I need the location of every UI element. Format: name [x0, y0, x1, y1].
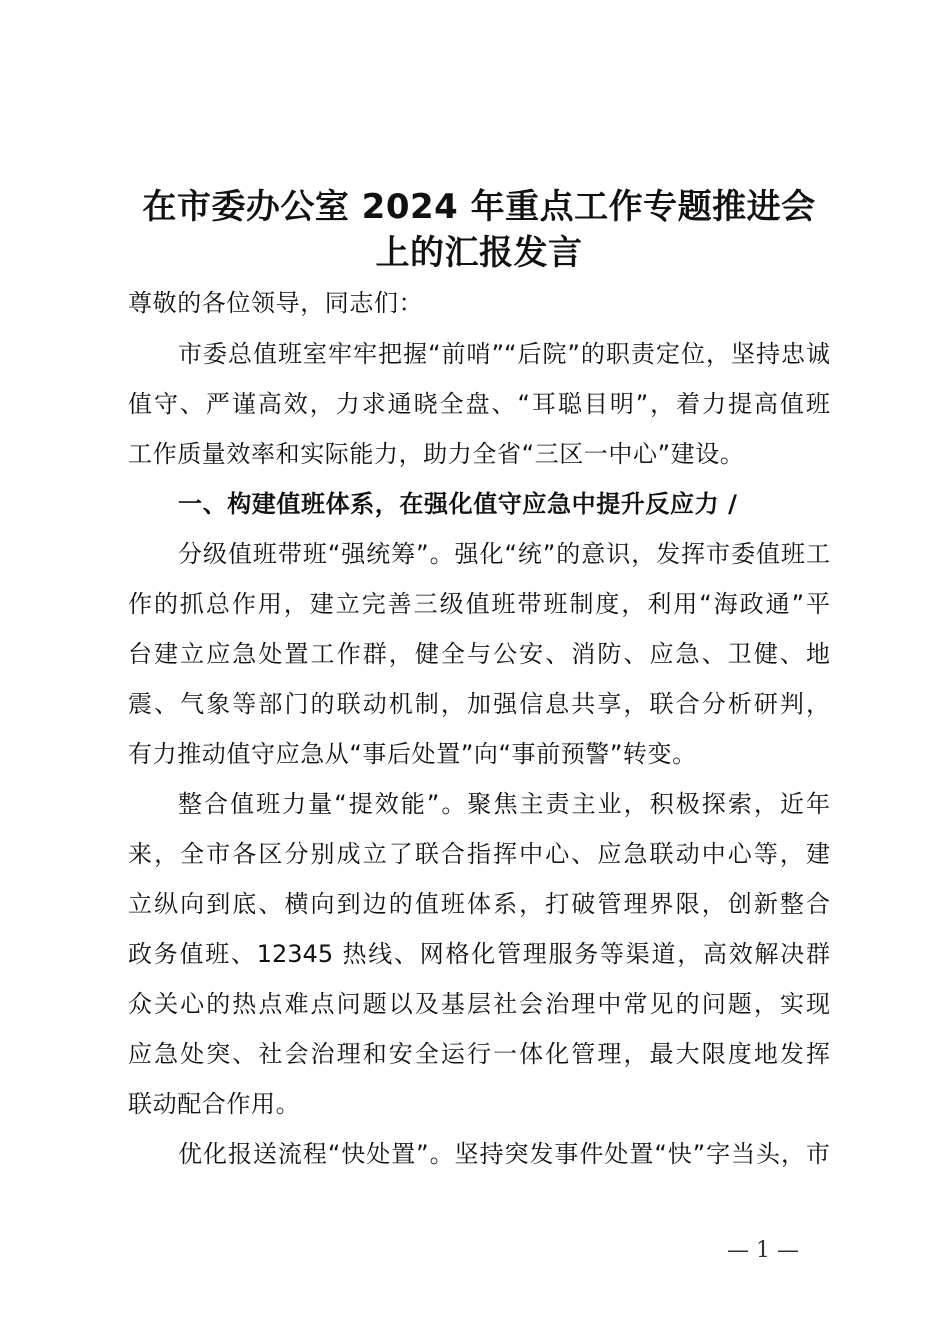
intro-line-3: 工作质量效率和实际能力，助力全省“三区一中心”建设。 [128, 440, 745, 468]
para2-line-5: 众关心的热点难点问题以及基层社会治理中常见的问题，实现 [128, 990, 830, 1018]
section-heading: 一、构建值班体系，在强化值守应急中提升反应力 / [178, 490, 738, 518]
para2-line-1: 整合值班力量“提效能”。聚焦主责主业，积极探索，近年 [178, 790, 830, 818]
para2-line-3: 立纵向到底、横向到边的值班体系，打破管理界限，创新整合 [128, 890, 830, 918]
document-title-line-2: 上的汇报发言 [375, 233, 583, 273]
intro-line-2: 值守、严谨高效，力求通晓全盘、“耳聪目明”，着力提高值班 [128, 390, 830, 418]
para2-line-6: 应急处突、社会治理和安全运行一体化管理，最大限度地发挥 [128, 1040, 830, 1068]
para1-line-4: 震、气象等部门的联动机制，加强信息共享，联合分析研判， [128, 690, 830, 718]
document-title-line-1: 在市委办公室 2024 年重点工作专题推进会 [142, 187, 816, 227]
para1-line-3: 台建立应急处置工作群，健全与公安、消防、应急、卫健、地 [128, 640, 830, 668]
page-number: — 1 — [727, 1238, 799, 1263]
para2-line-2: 来，全市各区分别成立了联合指挥中心、应急联动中心等，建 [128, 840, 830, 868]
para1-line-2: 作的抓总作用，建立完善三级值班带班制度，利用“海政通”平 [128, 590, 830, 618]
para2-line-4: 政务值班、12345 热线、网格化管理服务等渠道，高效解决群 [128, 940, 830, 968]
para1-line-1: 分级值班带班“强统筹”。强化“统”的意识，发挥市委值班工 [178, 540, 830, 568]
salutation: 尊敬的各位领导，同志们： [128, 289, 424, 317]
para1-line-5: 有力推动值守应急从“事后处置”向“事前预警”转变。 [128, 740, 697, 768]
intro-line-1: 市委总值班室牢牢把握“前哨”“后院”的职责定位，坚持忠诚 [178, 340, 830, 368]
para2-line-7: 联动配合作用。 [128, 1090, 301, 1118]
para3-line-1: 优化报送流程“快处置”。坚持突发事件处置“快”字当头，市 [178, 1140, 830, 1168]
